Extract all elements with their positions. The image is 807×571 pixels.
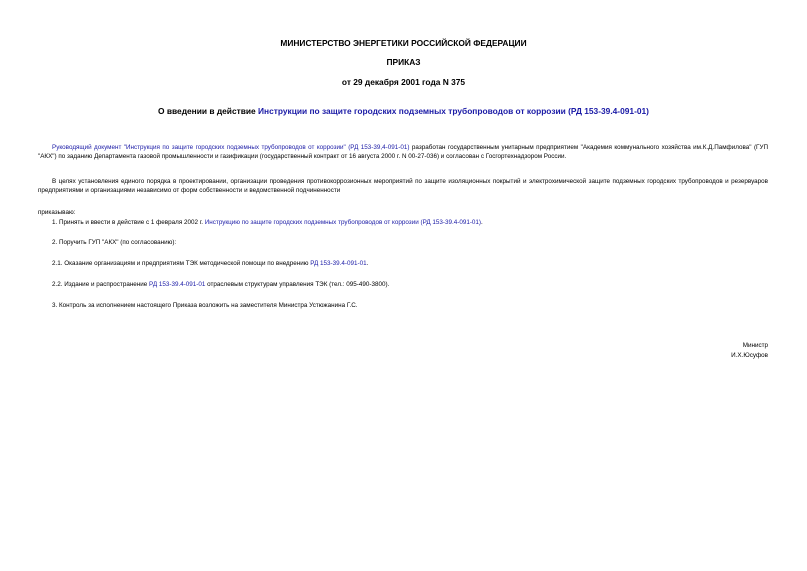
order-item-3: 3. Контроль за исполнением настоящего Приказа возложить на заместителя Министра Устюжанина Г.С. (52, 302, 358, 309)
order-subject (0, 106, 807, 116)
paragraph-intro (38, 143, 768, 162)
paragraph-intro-text: разработан государственным унитарным предприятием "Академия коммунального хозяйства им.К.Д.Памфилова" (ГУП "АКХ") по заданию Департамента газовой промышленности и газификации (государственный контракт от 16 августа 2000 г. N 00-27-036) и согласован с Госгортехнадзором России. (38, 144, 768, 161)
order-item-1-end: . (481, 219, 483, 226)
order-item-2: 2. Поручить ГУП "АКХ" (по согласованию): (52, 239, 177, 246)
order-item-2-2 (52, 280, 768, 289)
document-type: ПРИКАЗ (386, 57, 421, 67)
order-item-2-2-link[interactable]: РД 153-39.4-091-01 (149, 281, 206, 288)
order-item-1-link[interactable]: Инструкцию по защите городских подземных трубопроводов от коррозии (РД 153-39.4-091-01) (204, 219, 482, 226)
guidance-document-link[interactable]: Руководящий документ "Инструкция по защите городских подземных трубопроводов от коррозии" (РД 153-39,4-091-01) (52, 144, 410, 151)
instruction-link[interactable]: Инструкции по защите городских подземных трубопроводов от коррозии (РД 153-39.4-091-01) (258, 106, 649, 116)
order-item-2-2-text: 2.2. Издание и распространение (52, 281, 150, 288)
order-item-1 (52, 218, 768, 227)
order-date-number: от 29 декабря 2001 года N 375 (341, 77, 466, 87)
order-item-2-1-text: 2.1. Оказание организациям и предприятиям ТЭК методической помощи по внедрению (52, 260, 311, 267)
order-item-2-1 (52, 259, 768, 268)
order-item-2-2-end: отраслевым структурам управления ТЭК (тел.: 095-490-3800). (205, 281, 390, 288)
order-item-1-text: 1. Принять и ввести в действие с 1 февраля 2002 г. (52, 219, 205, 226)
order-item-2-1-end: . (366, 260, 369, 267)
ministry-title: МИНИСТЕРСТВО ЭНЕРГЕТИКИ РОССИЙСКОЙ ФЕДЕРАЦИИ (280, 38, 527, 48)
signatory-title: Министр (742, 342, 768, 349)
order-item-2-1-link[interactable]: РД 153-39.4-091-01 (310, 260, 367, 267)
ordered-label: приказываю: (38, 209, 76, 216)
subject-prefix: О введении в действие (158, 106, 258, 116)
paragraph-purpose: В целях установления единого порядка в проектировании, организации проведения противокоррозионных мероприятий по защите изоляционных покрытий и электрохимической защите подземных городских трубопроводов и резервуаров предприятиями и организациями независимо от форм собственности и ведомственной подчиненности (38, 178, 768, 195)
signatory-name: И.Х.Юсуфов (731, 352, 768, 359)
